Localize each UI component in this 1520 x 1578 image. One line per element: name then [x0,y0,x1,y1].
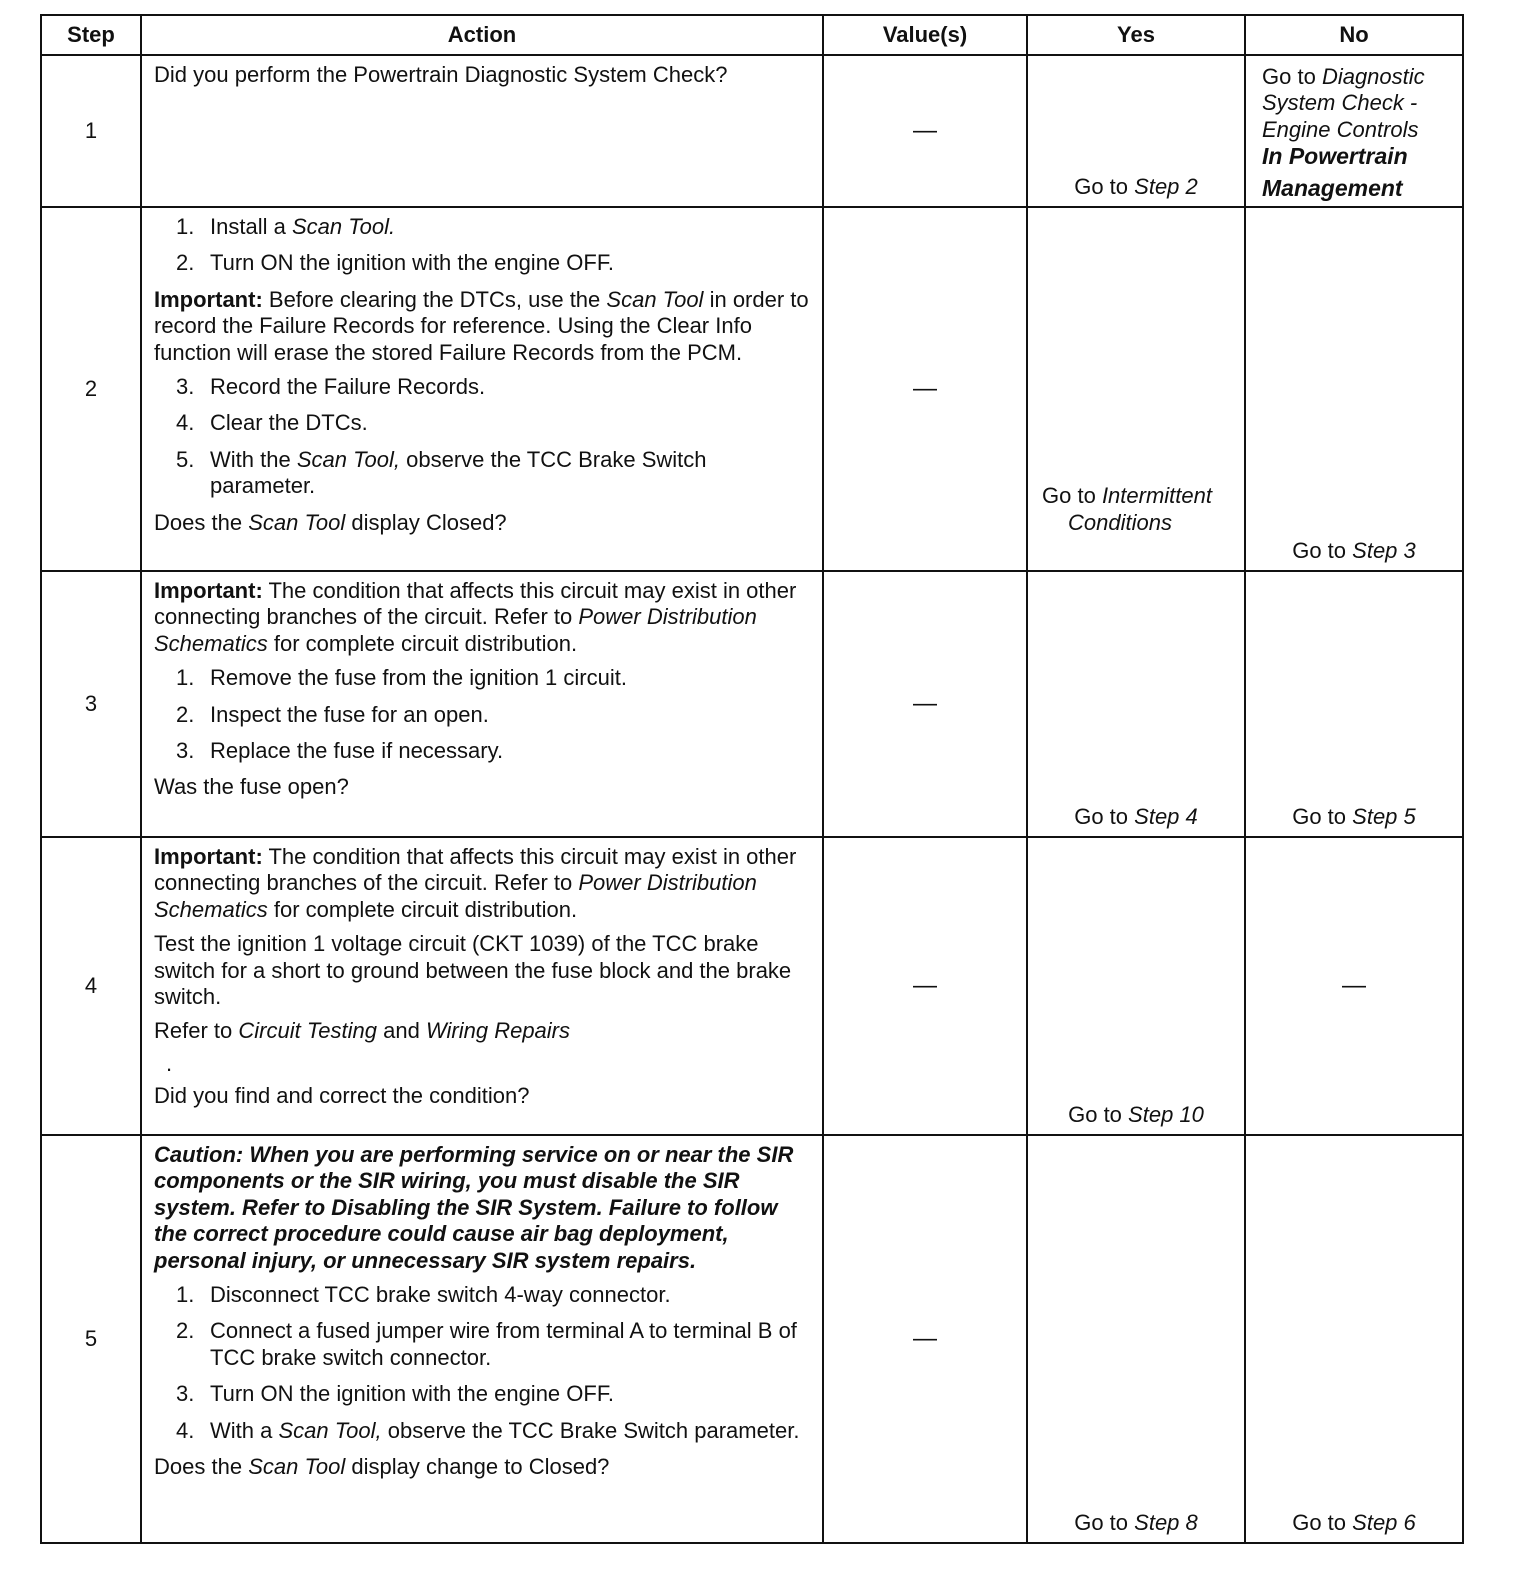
header-action: Action [141,15,823,55]
important-note: Important: The condition that affects this circuit may exist in other connecting branches of the circuit. Refer to Power Distribution Schematics for complete circuit distribution. [154,578,797,656]
question-text: Did you find and correct the condition? [154,1083,530,1109]
action-cell [141,571,823,837]
no-goto-link[interactable]: Go to Diagnostic System Check - Engine Controls In Powertrain Management [1262,64,1425,201]
question-text: Does the Scan Tool display change to Closed? [154,1453,610,1479]
table-row-step-2 [41,207,1463,571]
important-note: Important: The condition that affects this circuit may exist in other connecting branches of the circuit. Refer to Power Distribution Schematics for complete circuit distribution. [154,844,797,922]
table-row-step-1 [41,55,1463,207]
question-text: Does the Scan Tool display Closed? [154,509,507,535]
yes-goto-link[interactable]: Go to Step 4 [1074,803,1198,829]
caution-note: Caution: When you are performing service on or near the SIR components or the SIR wiring, you must disable the SIR system. Refer to Disabling the SIR System. Failure to follow the correct procedure could cause air bag deployment, personal injury, or unnecessary SIR system repairs. [154,1142,794,1273]
yes-cell [1027,571,1245,837]
no-goto-link[interactable]: Go to Step 3 [1292,537,1416,563]
value-cell: — [823,207,1027,571]
table-row-step-5 [41,1135,1463,1543]
header-values: Value(s) [823,15,1027,55]
header-yes: Yes [1027,15,1245,55]
no-cell [1245,207,1463,571]
value-cell: — [823,55,1027,207]
yes-cell [1027,837,1245,1135]
list-item: 4. Clear the DTCs. [176,410,368,436]
table-row-step-3 [41,571,1463,837]
no-cell: — [1245,837,1463,1135]
list-item: 2. Inspect the fuse for an open. [176,701,489,727]
question-text: Did you perform the Powertrain Diagnostic System Check? [154,62,728,87]
action-cell [141,837,823,1135]
no-goto-link[interactable]: Go to Step 6 [1292,1509,1416,1535]
list-item: 2. Connect a fused jumper wire from terminal A to terminal B of TCC brake switch connector. [176,1318,797,1370]
action-cell [141,1135,823,1543]
yes-goto-link[interactable]: Go to Step 8 [1074,1509,1198,1535]
list-item: 5. With the Scan Tool, observe the TCC Brake Switch parameter. [176,446,707,499]
list-item: 1. Install a Scan Tool. [176,214,396,239]
no-cell [1245,55,1463,207]
action-cell [141,55,823,207]
step-number: 2 [41,207,141,571]
yes-cell [1027,1135,1245,1543]
stray-period: . [166,1050,173,1076]
action-cell [141,207,823,571]
yes-cell [1027,55,1245,207]
list-item: 3. Record the Failure Records. [176,373,486,399]
table-row-step-4 [41,837,1463,1135]
yes-goto-link[interactable]: Go to Step 10 [1068,1101,1204,1127]
list-item: 3. Replace the fuse if necessary. [176,737,504,763]
list-item: 1. Remove the fuse from the ignition 1 circuit. [176,665,627,691]
list-item: 3. Turn ON the ignition with the engine OFF. [176,1381,614,1407]
yes-goto-link[interactable]: Go to Intermittent Conditions [1042,483,1212,535]
no-goto-link[interactable]: Go to Step 5 [1292,803,1416,829]
yes-cell [1027,207,1245,571]
value-cell: — [823,571,1027,837]
important-note: Important: Before clearing the DTCs, use the Scan Tool in order to record the Failure Records for reference. Using the Clear Info function will erase the stored Failure Records from the PCM. [154,286,809,365]
step-number: 4 [41,837,141,1135]
step-number: 5 [41,1135,141,1543]
value-cell: — [823,837,1027,1135]
no-cell [1245,571,1463,837]
step-number: 1 [41,55,141,207]
refer-text: Refer to Circuit Testing and Wiring Repairs [154,1018,571,1044]
test-instruction: Test the ignition 1 voltage circuit (CKT 1039) of the TCC brake switch for a short to ground between the fuse block and the brake switch. [154,931,792,1009]
yes-goto-link[interactable]: Go to Step 2 [1074,173,1198,199]
diagnostic-table [40,14,1464,1544]
value-cell: — [823,1135,1027,1543]
step-number: 3 [41,571,141,837]
header-no: No [1245,15,1463,55]
list-item: 1. Disconnect TCC brake switch 4-way connector. [176,1281,671,1307]
question-text: Was the fuse open? [154,774,349,800]
no-cell [1245,1135,1463,1543]
list-item: 2. Turn ON the ignition with the engine OFF. [176,250,614,276]
header-row [41,15,1463,55]
list-item: 4. With a Scan Tool, observe the TCC Brake Switch parameter. [176,1417,800,1443]
header-step: Step [41,15,141,55]
